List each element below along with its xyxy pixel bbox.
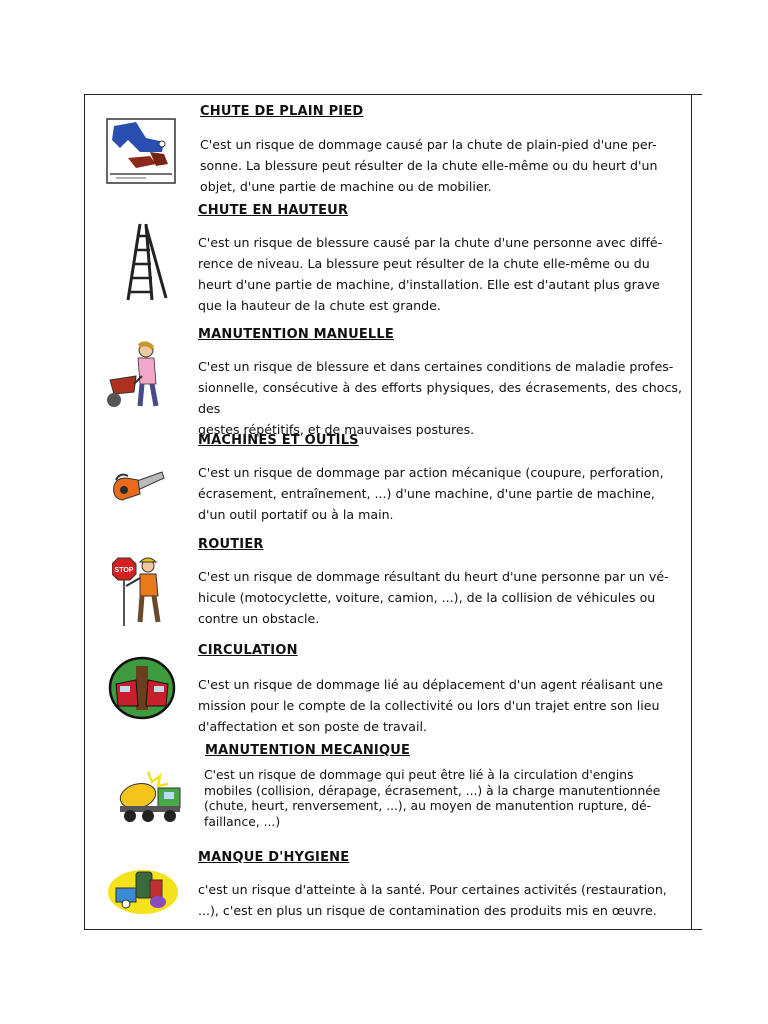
cleaning-products-icon bbox=[106, 866, 180, 916]
text-line: mobiles (collision, dérapage, écrasement, ...) à la charge manutentionnée bbox=[204, 783, 661, 798]
text-line: écrasement, entraînement, ...) d'une machine, d'une partie de machine, bbox=[198, 486, 655, 501]
stop-sign-text: STOP bbox=[114, 567, 134, 574]
text-line: d'affectation et son poste de travail. bbox=[198, 719, 427, 734]
stop-sign-worker-icon bbox=[112, 556, 166, 628]
falling-foot-icon bbox=[106, 118, 176, 184]
text-line: ...), c'est en plus un risque de contamination des produits mis en œuvre. bbox=[198, 903, 657, 918]
section-title: CHUTE EN HAUTEUR bbox=[198, 203, 349, 218]
text-line: gestes répétitifs, et de mauvaises postures. bbox=[198, 422, 475, 437]
text-line: que la hauteur de la chute est grande. bbox=[198, 298, 441, 313]
section-title: MANUTENTION MANUELLE bbox=[198, 327, 394, 342]
section-title: CHUTE DE PLAIN PIED bbox=[200, 104, 364, 119]
text-line: C'est un risque de dommage lié au déplacement d'un agent réalisant une bbox=[198, 677, 663, 692]
text-line: sionnelle, consécutive à des efforts physiques, des écrasements, des chocs, des bbox=[198, 380, 682, 416]
text-line: (chute, heurt, renversement, ...), au moyen de manutention rupture, dé- bbox=[204, 799, 652, 813]
text-line: sonne. La blessure peut résulter de la chute elle-même ou du heurt d'un bbox=[200, 158, 658, 173]
section-text bbox=[198, 232, 682, 316]
cement-truck-icon bbox=[114, 770, 186, 824]
text-line: c'est un risque d'atteinte à la santé. Pour certaines activités (restauration, bbox=[198, 882, 667, 897]
section-text bbox=[198, 462, 682, 525]
section-text bbox=[198, 879, 682, 921]
section-title: MANQUE D'HYGIENE bbox=[198, 850, 350, 865]
section-text bbox=[200, 134, 682, 197]
text-line: C'est un risque de dommage par action mécanique (coupure, perforation, bbox=[198, 465, 664, 480]
text-line: heurt d'une partie de machine, d'installation. Elle est d'autant plus grave bbox=[198, 277, 660, 292]
section-title: MACHINES ET OUTILS bbox=[198, 433, 359, 448]
frame-tick-top bbox=[692, 94, 702, 95]
section-title: CIRCULATION bbox=[198, 643, 298, 658]
text-line: hicule (motocyclette, voiture, camion, ...), de la collision de véhicules ou bbox=[198, 590, 656, 605]
section-text bbox=[198, 356, 682, 440]
text-line: C'est un risque de dommage résultant du heurt d'une personne par un vé- bbox=[198, 569, 669, 584]
section-text bbox=[198, 566, 682, 629]
text-line: contre un obstacle. bbox=[198, 611, 320, 626]
chainsaw-icon bbox=[110, 468, 166, 504]
section-title: MANUTENTION MECANIQUE bbox=[205, 743, 411, 758]
section-text bbox=[198, 674, 682, 737]
frame-tick-bottom bbox=[692, 929, 702, 930]
section-title: ROUTIER bbox=[198, 537, 264, 552]
text-line: mission pour le compte de la collectivité ou lors d'un trajet entre son lieu bbox=[198, 698, 660, 713]
text-line: C'est un risque de blessure causé par la chute d'une personne avec diffé- bbox=[198, 235, 663, 250]
text-line: objet, d'une partie de machine ou de mobilier. bbox=[200, 179, 492, 194]
ladder-icon bbox=[124, 222, 170, 302]
text-line: d'un outil portatif ou à la main. bbox=[198, 507, 394, 522]
section-text bbox=[204, 768, 674, 830]
text-line: rence de niveau. La blessure peut résulter de la chute elle-même ou du bbox=[198, 256, 650, 271]
car-tree-crash-icon bbox=[108, 656, 176, 720]
text-line: faillance, ...) bbox=[204, 814, 281, 829]
text-line: C'est un risque de blessure et dans certaines conditions de maladie profes- bbox=[198, 359, 674, 374]
text-line: C'est un risque de dommage causé par la chute de plain-pied d'une per- bbox=[200, 137, 657, 152]
text-line: C'est un risque de dommage qui peut être lié à la circulation d'engins bbox=[204, 768, 634, 782]
wheelbarrow-icon bbox=[104, 340, 162, 414]
